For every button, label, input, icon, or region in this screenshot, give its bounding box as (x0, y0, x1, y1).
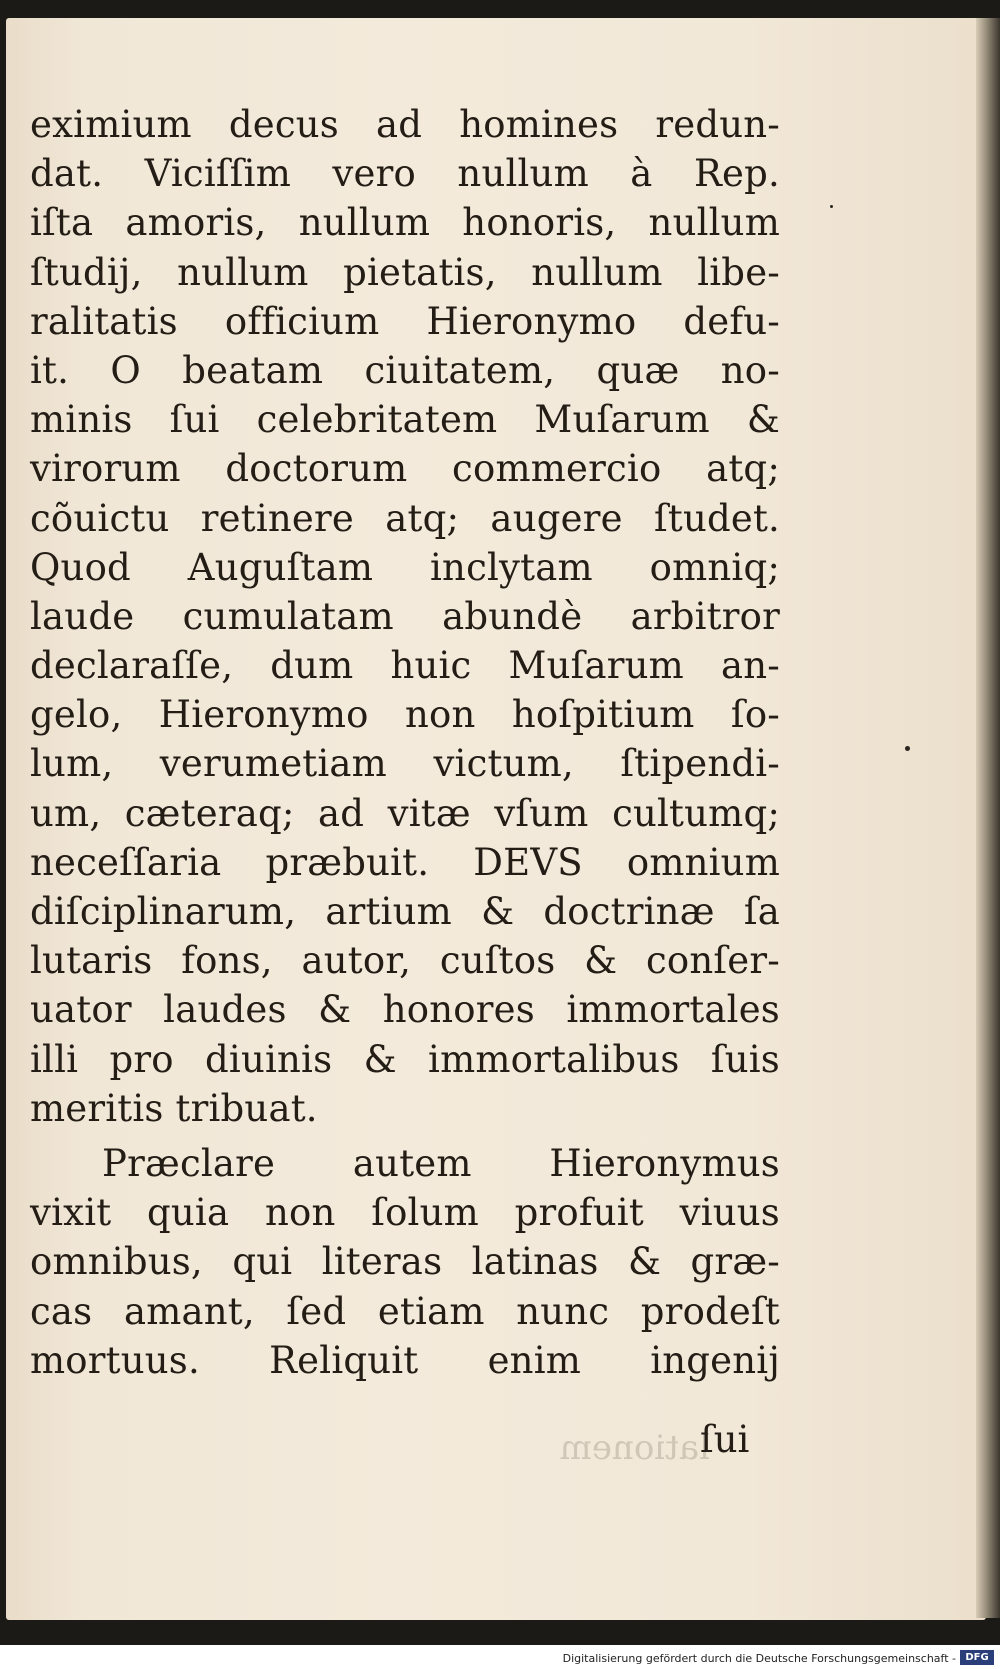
text-line-2: dat. Viciſſim vero nullum à Rep. (30, 152, 780, 196)
text-line-6: it. O beatam ciuitatem, quæ no- (30, 348, 780, 392)
bleed-through-text (30, 1428, 710, 1468)
latin-text-block (30, 100, 780, 1385)
text-line-19: uator laudes & honores immortales (30, 988, 780, 1032)
page-edge-shadow (976, 18, 1000, 1618)
text-line-21: meritis tribuat. (30, 1086, 318, 1130)
text-line-7: minis ſui celebritatem Muſarum & (30, 398, 780, 442)
catchword: ſui (700, 1418, 750, 1461)
text-line-20: illi pro diuinis & immortalibus ſuis (30, 1037, 780, 1081)
para2-line-3: omnibus, qui literas latinas & græ- (30, 1240, 780, 1284)
text-line-10: Quod Auguſtam inclytam omniq; (30, 545, 780, 589)
ink-speck (905, 746, 910, 751)
ink-speck (830, 205, 833, 208)
text-line-17: diſciplinarum, artium & doctrinæ ſa (30, 890, 780, 933)
para2-line-2: vixit quia non ſolum profuit viuus (30, 1191, 780, 1235)
text-line-9: cõuictu retinere atq; augere ſtudet. (30, 496, 780, 540)
dfg-logo: DFG (960, 1650, 994, 1665)
para2-line-1: Præclare autem Hieronymus (102, 1141, 780, 1185)
footer-bar (0, 1645, 1000, 1669)
bleed-through-word-1: lationem (559, 1428, 710, 1468)
text-line-11: laude cumulatam abundè arbitror (30, 594, 780, 638)
text-line-16: neceſſaria præbuit. DEVS omnium (30, 840, 780, 884)
para2-line-5: mortuus. Reliquit enim ingenij (30, 1338, 780, 1382)
text-line-8: virorum doctorum commercio atq; (30, 447, 780, 491)
text-line-3: iſta amoris, nullum honoris, nullum (30, 201, 780, 245)
para2-line-4: cas amant, ſed etiam nunc prodeſt (30, 1289, 780, 1333)
text-line-12: declaraſſe, dum huic Muſarum an- (30, 644, 780, 688)
text-line-14: lum, verumetiam victum, ſtipendi- (30, 742, 780, 786)
text-line-1: eximium decus ad homines redun- (30, 103, 780, 146)
text-line-5: ralitatis officium Hieronymo defu- (30, 299, 780, 343)
text-line-13: gelo, Hieronymo non hoſpitium ſo- (30, 693, 780, 737)
text-line-4: ſtudij, nullum pietatis, nullum libe- (30, 250, 780, 294)
text-line-18: lutaris fons, autor, cuſtos & conſer- (30, 939, 780, 983)
digitization-credit: Digitalisierung gefördert durch die Deutsche Forschungsgemeinschaft - (562, 1652, 956, 1665)
text-line-15: um, cæteraq; ad vitæ vſum cultumq; (30, 791, 780, 835)
